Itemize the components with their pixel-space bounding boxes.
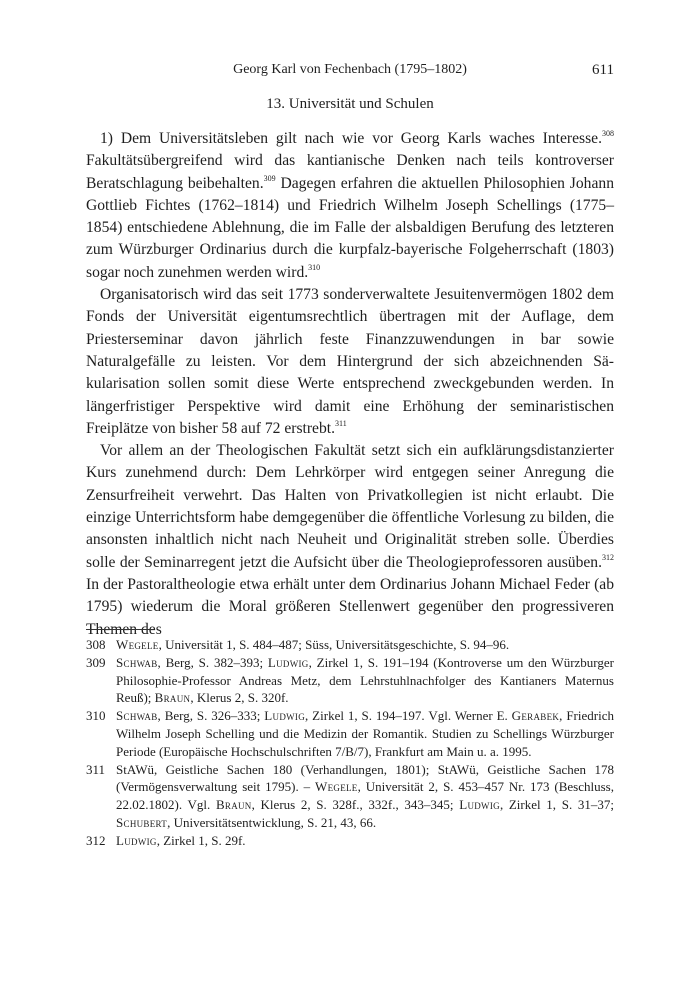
running-header — [86, 60, 614, 80]
footnote-ref: 312 — [602, 552, 614, 562]
footnote-divider — [86, 629, 154, 630]
footnote-ref: 309 — [263, 173, 276, 183]
text-run: , Berg, S. 382–393; — [157, 654, 268, 670]
footnote-text — [116, 762, 614, 830]
author-name: Wegele — [315, 779, 358, 795]
text-run: StAWü, Geistliche Sachen 180 (Verhandlungen, 1801); StAWü, Geistliche Sachen 178 (Vermögensverwaltung seit 1795). – — [116, 761, 614, 795]
text-run: , Berg, S. 326–333; — [157, 708, 265, 724]
author-name: Schwab — [116, 708, 158, 724]
text-run: , Universität 1, S. 484–487; Süss, Universitätsgeschichte, S. 94–96. — [158, 637, 510, 652]
paragraph — [86, 128, 614, 284]
text-run: In der Pastoraltheologie etwa erhält unter dem Ordinarius Johann Michael Feder (ab 1795) wiederum die Moral größeren Stellenwert gegenüber den progressiveren Themen des — [86, 575, 614, 638]
author-name: Schubert — [116, 814, 168, 830]
text-run: , Zirkel 1, S. 191–194 (Kontroverse um den Würzburger Philosophie-Professor Andreas Metz, dem Lehrstuhlnachfolger des Kantianers Maternus Reuß); — [116, 654, 614, 706]
footnote-text — [116, 708, 614, 759]
text-run: , Klerus 2, S. 320f. — [190, 690, 289, 706]
text-run: , Zirkel 1, S. 194–197. Vgl. Werner E. — [305, 708, 512, 724]
footnote-number: 309 — [86, 654, 106, 670]
text-run: Dagegen erfahren die aktuellen Philosophien Johann Gottlieb Fichtes (1762–1814) und Friedrich Wilhelm Joseph Schellings (1775–1854) entschiedene Ablehnung, die im Falle der alsbaldigen Berufung des letzteren zum Würzburger Ordinarius durch die kurpfalz-bayerische Folgeherrschaft (1803) sogar noch zunehmen werden wird. — [86, 174, 614, 281]
page-number: 611 — [592, 62, 614, 78]
footnote-text — [116, 655, 614, 706]
paragraph — [86, 440, 614, 641]
author-name: Ludwig — [264, 708, 306, 724]
author-name: Ludwig — [116, 832, 157, 848]
author-name: Wegele — [116, 637, 159, 652]
body-text — [86, 128, 614, 641]
footnote-number: 308 — [86, 637, 106, 652]
footnote — [86, 636, 614, 654]
text-run: 1) Dem Universitätsleben gilt nach wie vor Georg Karls waches Interesse. — [100, 130, 602, 147]
section-title: 13. Universität und Schulen — [266, 96, 434, 112]
author-name: Ludwig — [459, 797, 500, 813]
footnote — [86, 654, 614, 707]
text-run: Fakultätsübergreifend wird das kantianische Denken nach teils kontroverser Beratschlagung beibehalten. — [86, 152, 614, 192]
footnote — [86, 832, 614, 850]
footnote-number: 312 — [86, 832, 106, 848]
footnote-number: 310 — [86, 708, 106, 724]
footnote-ref: 308 — [602, 129, 614, 138]
footnote-ref: 310 — [308, 262, 321, 272]
paragraph — [86, 284, 614, 440]
footnote — [86, 761, 614, 832]
author-name: Gerabek — [511, 708, 560, 724]
footnotes — [86, 636, 614, 850]
footnote-ref: 311 — [335, 418, 347, 428]
author-name: Braun — [154, 690, 191, 706]
author-name: Schwab — [116, 654, 158, 670]
text-run: , Universität 2, S. 453–457 Nr. 173 (Beschluss, 22.02.1802). Vgl. — [116, 779, 614, 813]
running-title: Georg Karl von Fechenbach (1795–1802) — [233, 62, 467, 77]
footnote-number: 311 — [86, 761, 106, 777]
text-run: , Friedrich Wilhelm Joseph Schelling und die Medizin der Romantik. Studien zu Schellings Würzburger Periode (Europäische Hochschulschriften 7/B/7), Frankfurt am Main u. a. 1995. — [116, 708, 614, 759]
text-run: Organisatorisch wird das seit 1773 sonderverwaltete Jesuitenvermögen 1802 dem Fonds der Universität eigentumsrechtlich übertragen mit der Auflage, dem Priesterseminar davon jährlich feste Finanzzuwendungen in bar sowie Naturalgefälle zu leisten. Vor dem Hintergrund der sich abzeichnenden Säkularisation sollen somit diese Werte entsprechend zweckgebunden werden. In längerfristiger Perspektive wird damit eine Erhöhung der seminaristischen Freiplätze von bisher 58 auf 72 erstrebt. — [86, 286, 614, 437]
author-name: Ludwig — [267, 654, 309, 670]
text-run: , Klerus 2, S. 328f., 332f., 343–345; — [251, 797, 460, 813]
text-run: , Universitätsentwicklung, S. 21, 43, 66. — [167, 814, 377, 830]
text-run: , Zirkel 1, S. 31–37; — [499, 797, 614, 813]
text-run: Vor allem an der Theologischen Fakultät setzt sich ein aufklärungsdistanzierter Kurs zunehmend durch: Dem Lehrkörper wird entgegen seiner Anregung die Zensurfreiheit verwehrt. Das Halten von Privatkollegien ist nicht erlaubt. Die einzige Unterrichtsform habe demgegenüber die öffentliche Vorlesung zu bilden, die ansonsten inhaltlich nicht nach Neuheit und Originalität streben solle. Überdies solle der Seminarregent jetzt die Aufsicht über die Theologieprofessoren ausüben. — [86, 442, 614, 571]
footnote — [86, 707, 614, 760]
author-name: Braun — [215, 797, 252, 813]
footnote-text — [116, 637, 509, 652]
footnote-text — [116, 833, 246, 848]
text-run: , Zirkel 1, S. 29f. — [156, 832, 246, 848]
